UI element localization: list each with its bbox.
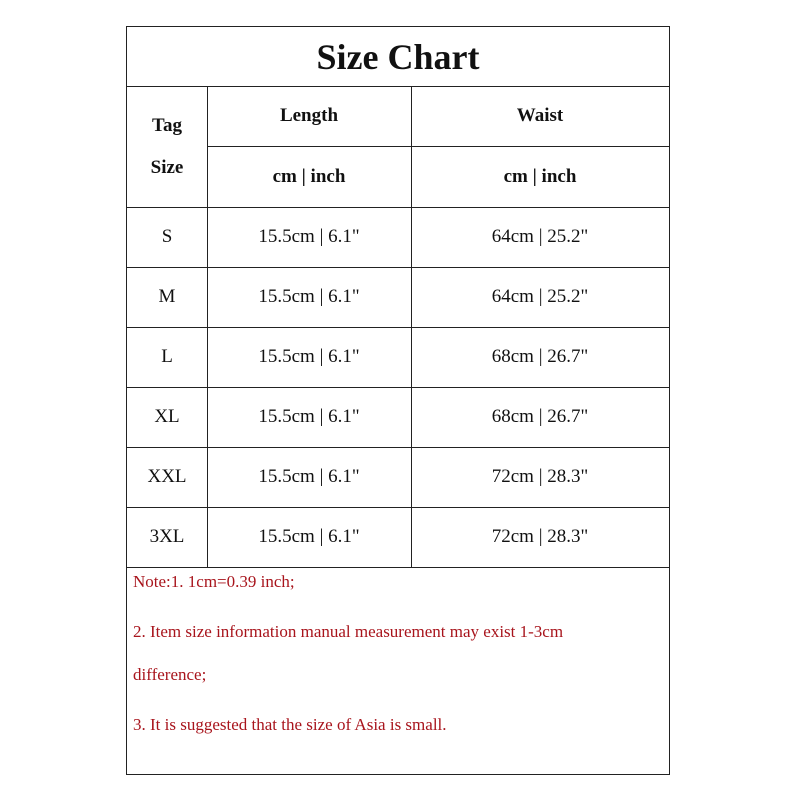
- table-divider: [127, 327, 669, 328]
- size-cell: S: [161, 226, 173, 247]
- tag-size-header-line2: Size: [150, 156, 184, 178]
- waist-cell: 72cm | 28.3": [491, 466, 589, 487]
- size-cell: 3XL: [149, 526, 185, 547]
- length-unit-header: cm | inch: [272, 165, 346, 187]
- length-cell: 15.5cm | 6.1": [258, 406, 360, 427]
- waist-cell: 68cm | 26.7": [491, 406, 589, 427]
- waist-header: Waist: [516, 105, 564, 126]
- note-2-continued: difference;: [133, 665, 207, 684]
- waist-cell: 64cm | 25.2": [491, 286, 589, 307]
- size-cell: L: [161, 346, 173, 367]
- table-divider: [127, 567, 669, 568]
- table-divider: [207, 146, 669, 147]
- length-cell: 15.5cm | 6.1": [258, 346, 360, 367]
- length-cell: 15.5cm | 6.1": [258, 466, 360, 487]
- size-cell: M: [158, 286, 176, 307]
- waist-cell: 64cm | 25.2": [491, 226, 589, 247]
- size-cell: XXL: [147, 466, 187, 487]
- waist-cell: 68cm | 26.7": [491, 346, 589, 367]
- length-cell: 15.5cm | 6.1": [258, 226, 360, 247]
- length-cell: 15.5cm | 6.1": [258, 286, 360, 307]
- table-divider: [127, 507, 669, 508]
- length-cell: 15.5cm | 6.1": [258, 526, 360, 547]
- note-3: 3. It is suggested that the size of Asia is small.: [133, 715, 447, 734]
- table-divider: [127, 267, 669, 268]
- table-divider: [127, 387, 669, 388]
- waist-unit-header: cm | inch: [503, 165, 577, 187]
- note-2: 2. Item size information manual measurement may exist 1-3cm: [133, 622, 564, 641]
- waist-cell: 72cm | 28.3": [491, 526, 589, 547]
- page-title: Size Chart: [127, 27, 669, 87]
- table-divider: [127, 447, 669, 448]
- note-1: Note:1. 1cm=0.39 inch;: [133, 572, 295, 591]
- size-cell: XL: [154, 406, 180, 427]
- tag-size-header-line1: Tag: [152, 114, 182, 136]
- length-header: Length: [279, 105, 339, 126]
- table-divider: [127, 207, 669, 208]
- tag-size-header: [127, 86, 207, 207]
- size-chart-frame: [126, 26, 670, 775]
